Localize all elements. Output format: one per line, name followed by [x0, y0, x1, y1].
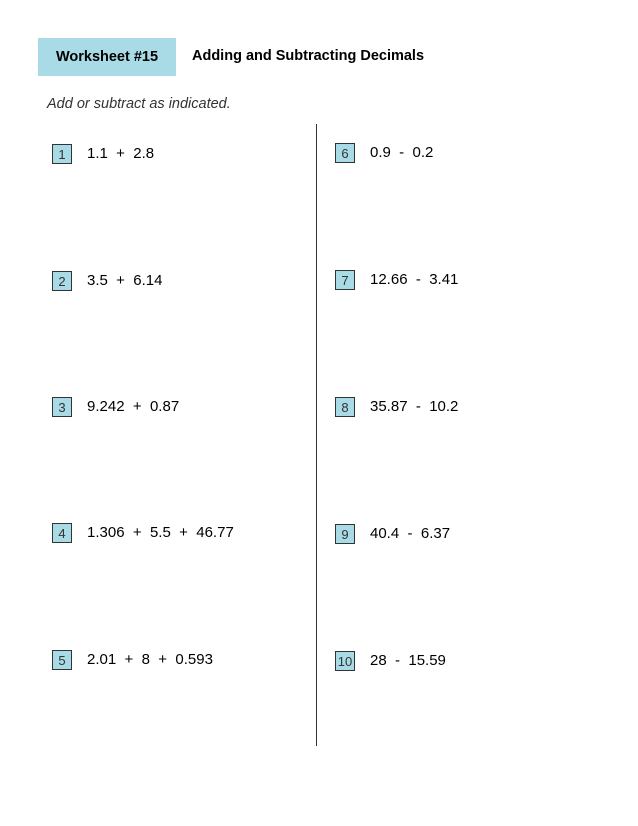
- problem-expression: 2.01 + 8 + 0.593: [87, 651, 213, 668]
- problem-expression: 28 - 15.59: [370, 652, 446, 669]
- problem-expression: 0.9 - 0.2: [370, 144, 434, 161]
- problem-number-box: 2: [52, 271, 72, 291]
- problem-number-box: 9: [335, 524, 355, 544]
- problem-number-box: 8: [335, 397, 355, 417]
- worksheet-number-badge: [38, 38, 176, 76]
- problem-number-box: 3: [52, 397, 72, 417]
- problem-expression: 9.242 + 0.87: [87, 398, 180, 415]
- problem-expression: 12.66 - 3.41: [370, 271, 459, 288]
- problem-expression: 40.4 - 6.37: [370, 525, 451, 542]
- problem-expression: 1.306 + 5.5 + 46.77: [87, 524, 234, 541]
- worksheet-title: Adding and Subtracting Decimals: [192, 48, 425, 64]
- problem-number-box: 1: [52, 144, 72, 164]
- problem-number-box: 6: [335, 143, 355, 163]
- column-divider: [316, 124, 317, 746]
- problem-number-box: 5: [52, 650, 72, 670]
- problem-number-box: 7: [335, 270, 355, 290]
- problem-expression: 35.87 - 10.2: [370, 398, 459, 415]
- problem-number-box: 10: [335, 651, 355, 671]
- problem-expression: 3.5 + 6.14: [87, 272, 163, 289]
- problem-expression: 1.1 + 2.8: [87, 145, 155, 162]
- instructions-text: Add or subtract as indicated.: [47, 96, 231, 112]
- worksheet-number-label: Worksheet #15: [55, 49, 159, 65]
- problem-number-box: 4: [52, 523, 72, 543]
